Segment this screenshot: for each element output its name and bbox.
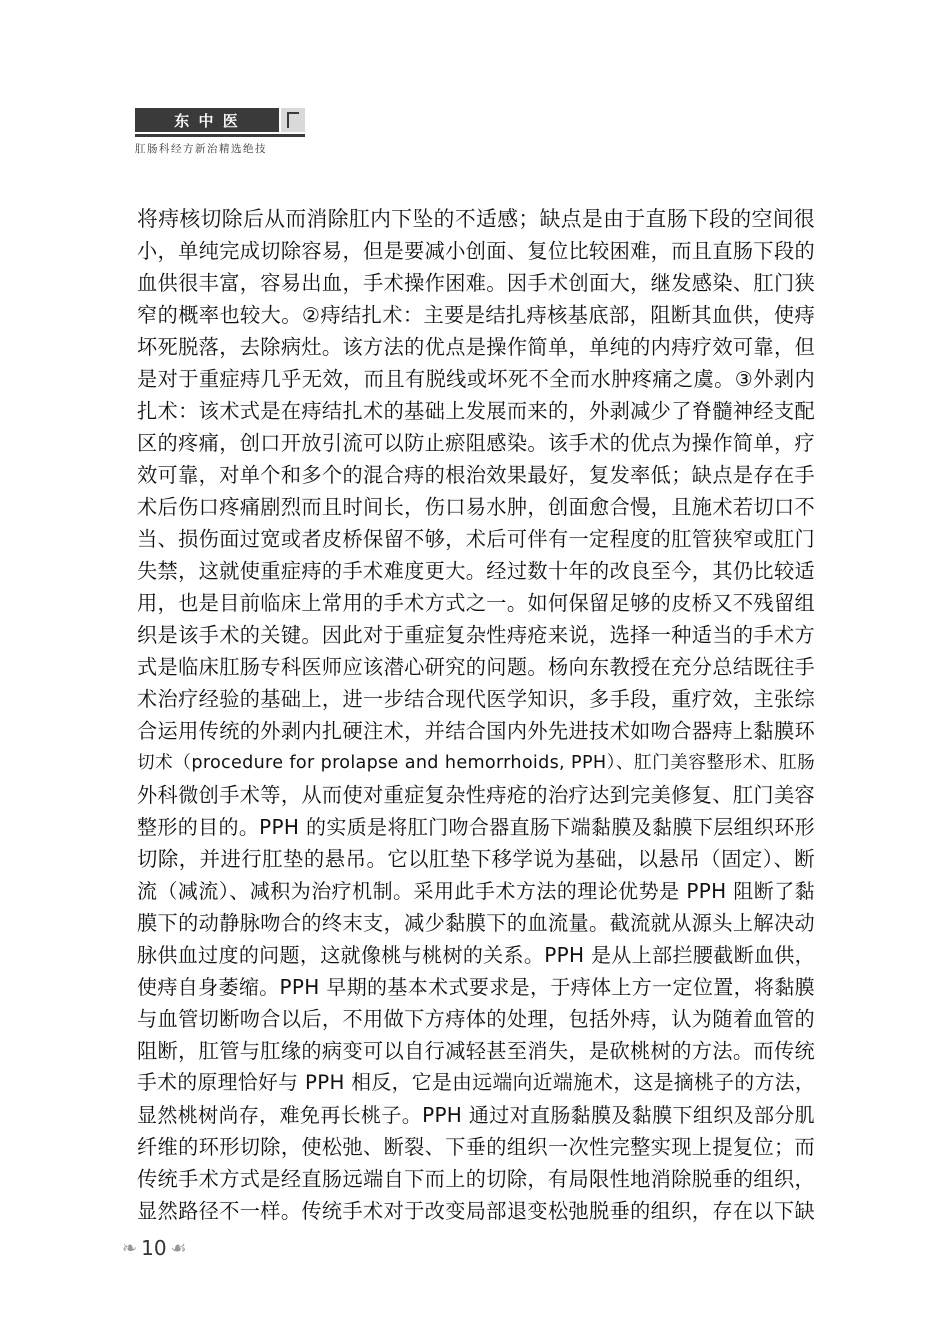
body-line: 合运用传统的外剥内扎硬注术，并结合国内外先进技术如吻合器痔上黏膜环: [137, 719, 815, 743]
body-line: 区的疼痛，创口开放引流可以防止瘀阻感染。该手术的优点为操作简单，疗: [137, 431, 815, 455]
body-line: 手术的原理恰好与 PPH 相反，它是由远端向近端施术，这是摘桃子的方法，: [137, 1071, 815, 1094]
body-line: 显然桃树尚存，难免再长桃子。PPH 通过对直肠黏膜及黏膜下组织及部分肌: [137, 1103, 815, 1127]
body-line: 效可靠，对单个和多个的混合痔的根治效果最好，复发率低；缺点是存在手: [137, 463, 815, 487]
header-banner: [135, 108, 305, 132]
running-header: [135, 108, 305, 156]
body-line: 将痔核切除后从而消除肛内下坠的不适感；缺点是由于直肠下段的空间很: [137, 207, 815, 231]
body-line: 当、损伤面过宽或者皮桥保留不够，术后可伴有一定程度的肛管狭窄或肛门: [137, 527, 815, 551]
body-line: 扎术：该术式是在痔结扎术的基础上发展而来的，外剥减少了脊髓神经支配: [137, 399, 815, 423]
body-line: 是对于重症痔几乎无效，而且有脱线或坏死不全而水肿疼痛之虞。③外剥内: [137, 367, 815, 391]
body-text: [137, 203, 815, 1227]
body-line: 纤维的环形切除，使松弛、断裂、下垂的组织一次性完整实现上提复位；而: [137, 1135, 815, 1159]
header-banner-title: 东 中 医: [135, 108, 279, 132]
header-mark-icon: [279, 108, 305, 132]
body-line: 脉供血过度的问题，这就像桃与桃树的关系。PPH 是从上部拦腰截断血供，: [137, 943, 815, 967]
body-line: 切除，并进行肛垫的悬吊。它以肛垫下移学说为基础，以悬吊（固定）、断: [137, 847, 815, 871]
body-line: 膜下的动静脉吻合的终末支，减少黏膜下的血流量。截流就从源头上解决动: [137, 911, 815, 935]
body-line: 外科微创手术等，从而使对重症复杂性痔疮的治疗达到完美修复、肛门美容: [137, 783, 815, 807]
body-line: 整形的目的。PPH 的实质是将肛门吻合器直肠下端黏膜及黏膜下层组织环形: [137, 815, 815, 839]
body-line: 传统手术方式是经直肠远端自下而上的切除，有局限性地消除脱垂的组织，: [137, 1167, 815, 1191]
body-line: 织是该手术的关键。因此对于重症复杂性痔疮来说，选择一种适当的手术方: [137, 623, 815, 647]
body-line: 窄的概率也较大。②痔结扎术：主要是结扎痔核基底部，阻断其血供，使痔: [137, 303, 815, 327]
page-number: 10: [141, 1236, 167, 1260]
ornament-right-icon: ☙: [170, 1237, 187, 1259]
page-footer: [122, 1236, 187, 1260]
body-line: 切术（procedure for prolapse and hemorrhoids, PPH）、肛门美容整形术、肛肠: [137, 753, 815, 773]
ornament-left-icon: ❧: [122, 1237, 138, 1259]
body-line: 失禁，这就使重症痔的手术难度更大。经过数十年的改良至今，其仍比较适: [137, 559, 815, 583]
body-line: 用，也是目前临床上常用的手术方式之一。如何保留足够的皮桥又不残留组: [137, 591, 815, 615]
body-line: 坏死脱落，去除病灶。该方法的优点是操作简单，单纯的内痔疗效可靠，但: [137, 335, 815, 359]
body-line: 使痔自身萎缩。PPH 早期的基本术式要求是，于痔体上方一定位置，将黏膜: [137, 975, 815, 999]
body-line: 流（减流）、减积为治疗机制。采用此手术方法的理论优势是 PPH 阻断了黏: [137, 879, 815, 903]
body-line: 术治疗经验的基础上，进一步结合现代医学知识，多手段，重疗效，主张综: [137, 687, 815, 711]
body-line: 血供很丰富，容易出血，手术操作困难。因手术创面大，继发感染、肛门狭: [137, 271, 815, 295]
header-rule: [135, 134, 305, 137]
body-line: 小，单纯完成切除容易，但是要减小创面、复位比较困难，而且直肠下段的: [137, 239, 815, 263]
body-line: 显然路径不一样。传统手术对于改变局部退变松弛脱垂的组织，存在以下缺: [137, 1199, 815, 1223]
header-subtitle: 肛肠科经方新治精选绝技: [135, 143, 267, 155]
body-line: 式是临床肛肠专科医师应该潜心研究的问题。杨向东教授在充分总结既往手: [137, 655, 815, 679]
body-line: 与血管切断吻合以后，不用做下方痔体的处理，包括外痔，认为随着血管的: [137, 1007, 815, 1031]
body-line: 阻断，肛管与肛缘的病变可以自行减轻甚至消失，是砍桃树的方法。而传统: [137, 1039, 815, 1063]
body-line: 术后伤口疼痛剧烈而且时间长，伤口易水肿，创面愈合慢，且施术若切口不: [137, 495, 815, 519]
